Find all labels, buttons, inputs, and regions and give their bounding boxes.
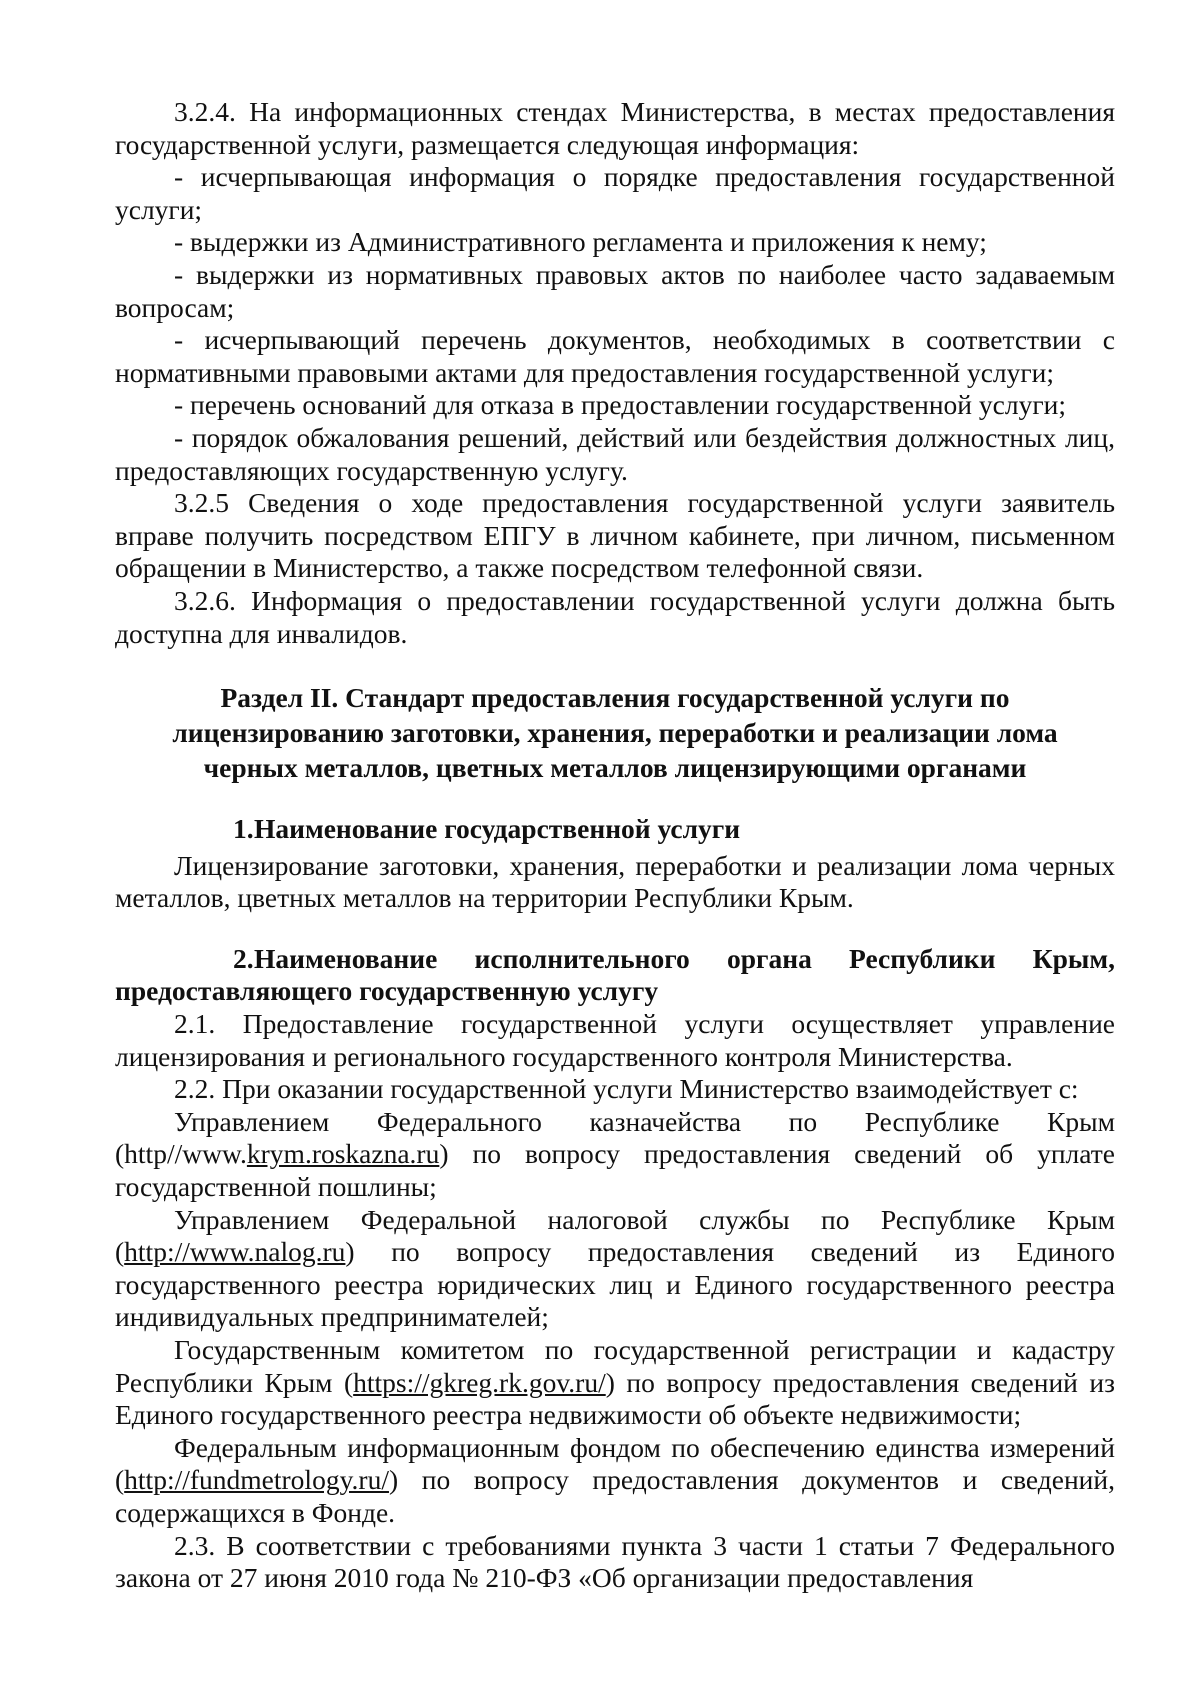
fundmetrology-link[interactable]: http://fundmetrology.ru/ xyxy=(124,1464,389,1496)
list-item: - выдержки из нормативных правовых актов по наиболее часто задаваемым вопросам; xyxy=(115,258,1115,323)
section-title-line: лицензированию заготовки, хранения, переработки и реализации лома xyxy=(172,717,1058,749)
nalog-link[interactable]: http://www.nalog.ru xyxy=(124,1236,346,1268)
text-span: ) по вопросу предоставления сведений об уплате государственной пошлины; xyxy=(115,1138,1115,1203)
text-span: Федеральным информационным фондом по обеспечению единства измерений ( xyxy=(115,1431,1115,1496)
text-span: ) по вопросу предоставления сведений из Единого государственного реестра юридических лиц и Единого государственного реестра индивидуальных предпринимателей; xyxy=(115,1236,1115,1333)
paragraph-cadastre xyxy=(115,1334,1115,1432)
heading-service-name xyxy=(115,813,1115,846)
paragraph-metrology xyxy=(115,1432,1115,1530)
gkreg-link[interactable]: https://gkreg.rk.gov.ru/ xyxy=(353,1366,606,1398)
text-span: Управлением Федеральной налоговой службы по Республике Крым ( xyxy=(115,1203,1115,1268)
text-span: Управлением Федерального казначейства по Республике Крым (http//www. xyxy=(115,1105,1115,1170)
heading-executive-body xyxy=(115,943,1115,1008)
treasury-link[interactable]: krym.roskazna.ru xyxy=(246,1138,440,1170)
document-body xyxy=(115,96,1115,1595)
list-item: - выдержки из Административного регламента и приложения к нему; xyxy=(174,226,987,258)
section-title xyxy=(115,680,1115,785)
paragraph-service-name: Лицензирование заготовки, хранения, переработки и реализации лома черных металлов, цветных металлов на территории Республики Крым. xyxy=(115,849,1115,914)
paragraph-3-2-5: 3.2.5 Сведения о ходе предоставления государственной услуги заявитель вправе получить посредством ЕПГУ в личном кабинете, при личном, письменном обращении в Министерство, а также посредством телефонной связи. xyxy=(115,487,1115,584)
list-item: - исчерпывающая информация о порядке предоставления государственной услуги; xyxy=(115,161,1115,225)
paragraph-2-2: 2.2. При оказании государственной услуги Министерство взаимодействует с: xyxy=(174,1073,1079,1105)
list-item: - перечень оснований для отказа в предоставлении государственной услуги; xyxy=(174,389,1066,421)
paragraph-2-1: 2.1. Предоставление государственной услуги осуществляет управление лицензирования и регионального государственного контроля Министерства. xyxy=(115,1008,1115,1072)
text-span: ) по вопросу предоставления документов и сведений, содержащихся в Фонде. xyxy=(115,1464,1115,1528)
paragraph-tax-service xyxy=(115,1204,1115,1334)
section-title-line: черных металлов, цветных металлов лицензирующими органами xyxy=(203,752,1027,784)
paragraph-treasury xyxy=(115,1106,1115,1204)
paragraph-2-3: 2.3. В соответствии с требованиями пункта 3 части 1 статьи 7 Федерального закона от 27 июня 2010 года № 210-ФЗ «Об организации предоставления xyxy=(115,1529,1115,1594)
list-item: - исчерпывающий перечень документов, необходимых в соответствии с нормативными правовыми актами для предоставления государственной услуги; xyxy=(115,324,1115,388)
text-span: Государственным комитетом по государственной регистрации и кадастру Республики Крым ( xyxy=(115,1334,1115,1398)
list-item: - порядок обжалования решений, действий или бездействия должностных лиц, предоставляющих государственную услугу. xyxy=(115,421,1115,486)
section-title-line: Раздел II. Стандарт предоставления государственной услуги по xyxy=(220,682,1010,714)
paragraph-3-2-6: 3.2.6. Информация о предоставлении государственной услуги должна быть доступна для инвалидов. xyxy=(115,584,1115,649)
heading-text: Наименование исполнительного органа Республики Крым, предоставляющего государственную услугу xyxy=(115,942,1115,1007)
heading-number: 2. xyxy=(233,942,254,974)
heading-text: Наименование государственной услуги xyxy=(254,813,741,845)
text-span: ) по вопросу предоставления сведений из Единого государственного реестра недвижимости об объекте недвижимости; xyxy=(115,1366,1115,1431)
paragraph-3-2-4: 3.2.4. На информационных стендах Министерства, в местах предоставления государственной услуги, размещается следующая информация: xyxy=(115,96,1115,160)
heading-number: 1. xyxy=(233,813,254,845)
